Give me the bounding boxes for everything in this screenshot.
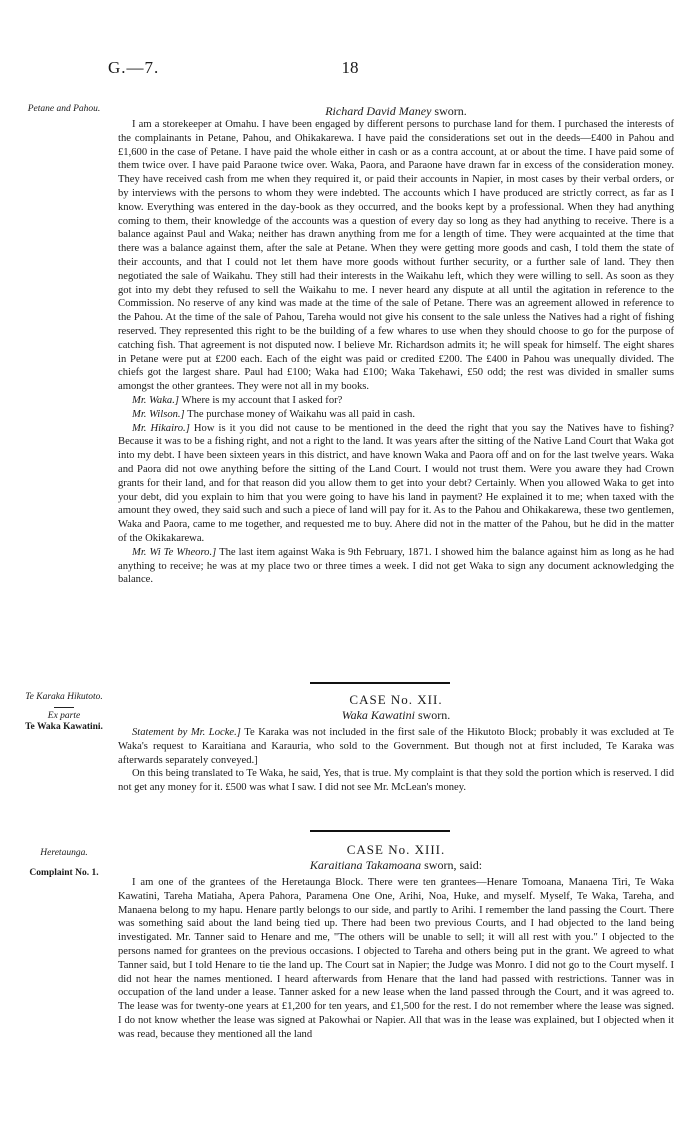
- testimony-paragraph: On this being translated to Te Waka, he said, Yes, that is true. My complaint is that they sold the portion which is reserved. I did not get any money for it. £500 was what I saw. I did not see Mr. McLean's money.: [118, 768, 674, 794]
- section-divider: [310, 830, 450, 832]
- statement-paragraph: Statement by Mr. Locke.] Te Karaka was not included in the first sale of the Hikutoto Block; probably it was excluded at Te Waka's request to Karaitiana and Karauria, who sold to the Government. But though not at first included, Te Karaka was afterwards separately conveyed.]: [118, 727, 674, 766]
- question-wilson: Mr. Wilson.] The purchase money of Waikahu was all paid in cash.: [132, 408, 415, 420]
- section-maney: [118, 104, 674, 587]
- margin-note-complaint: Complaint No. 1.: [29, 868, 99, 878]
- series-label: G.—7.: [108, 58, 160, 77]
- section-case-xiii: [118, 842, 674, 1042]
- margin-exparte: Ex parte: [47, 711, 81, 721]
- case-heading: CASE No. XII.: [349, 692, 443, 707]
- witness-heading: Richard David Maney sworn.: [325, 104, 467, 118]
- margin-note-petane: Petane and Pahou.: [27, 104, 101, 114]
- witness-heading: Waka Kawatini sworn.: [341, 708, 451, 722]
- margin-divider: [54, 707, 74, 708]
- page-header: [0, 58, 700, 84]
- section-case-xii: [118, 692, 674, 795]
- margin-te-waka: Te Waka Kawatini.: [25, 722, 103, 732]
- margin-note-karaka: Te Karaka Hikutoto. Ex parte Te Waka Kawatini.: [25, 692, 103, 732]
- page-number: 18: [341, 58, 359, 77]
- case-heading: CASE No. XIII.: [346, 842, 446, 857]
- witness-heading: Karaitiana Takamoana sworn, said:: [309, 858, 483, 872]
- testimony-paragraph: I am one of the grantees of the Heretaunga Block. There were ten grantees—Henare Tomoana, Manaena Tiri, Te Waka Kawatini, Tareha Matiaha, Apera Pahora, Paramena One One, Arihi, Noa, Huke, and myself. Myself, Te Waka, Tareha, and Manaena belong to my hapu. Henare partly belongs to our side, and partly to Arihi. I remember the land passing the Court. There was something said about the land being tied up. There had been two previous Courts, and I had objected to the land being investigated. Mr. Tanner said to Henare and me, "The others will be unable to sell; it will all rest with you." I objected to the persons named for grantees on the previous occasions. I objected to Tareha and others being put in the grant. We agreed to what Tanner said, but I told Henare to tie the land up. The Court sat in Napier; the Judge was Monro. I did not go to the Court myself. I did not hear the names mentioned. I heard afterwards from Henare that the land had passed with restrictions. Tanner was in occupation of the land under a lease. Tanner asked for a new lease when the land passed through the Court, and it was agreed to. The lease was for twenty-one years at £1,200 for ten years, and £1,500 for the rest. I do not remember where the lease was signed. I do not know whether the lease was signed at Pakowhai or Napier. All that was in the lease was explained, but I objected when it was read, because they mentioned all the land: [118, 877, 674, 1040]
- question-waka: Mr. Waka.] Where is my account that I asked for?: [132, 394, 343, 406]
- question-hikairo: Mr. Hikairo.] How is it you did not cause to be mentioned in the deed the right that you say the Natives have to fishing? Because it was to be a fishing right, and not a right to the land. It was years after the sitting of the Native Land Court that Waka got into my debt. I have been sixteen years in this district, and have known Waka and Paora off and on for the last twelve years. Waka and Paora did not owe anything before the sitting of the Land Court. I would not trust them. Were you aware they had Crown grants for their land, and for that reason did you allow them to get into your debt? Certainly. When you allowed Waka to get into your debt, did you explain to him that you were going to have his land in payment? He explained it to me; when taxed with the amount they owed, they said such and such a piece of land will pay for it. As to the Pahou and Ohikakarewa, these two gentlemen, Waka and Paora, came to me together, and requested me to buy. Ahere did not in the matter of the Pahou, but he did in the matter of the Okikakarewa.: [118, 422, 674, 544]
- section-divider: [310, 682, 450, 684]
- margin-note-heretaunga: Heretaunga.: [40, 848, 88, 858]
- question-wheoro: Mr. Wi Te Wheoro.] The last item against Waka is 9th February, 1871. I showed him the balance against him as long as he had anything to receive; he was at my place two or three times a week. I did not get Waka to sign any document acknowledging the balance.: [118, 546, 674, 586]
- testimony-paragraph: I am a storekeeper at Omahu. I have been engaged by different persons to purchase land for them. I purchased the interests of the complainants in Petane, Pahou, and Ohikakarewa. I have paid the considerations set out in the deeds—£400 in Pahou and £1,600 in the case of Petane. I have paid the whole either in cash or as a contra account, at or about the time. I have paid some of them twice over. I have paid Paraone twice over. Waka, Paora, and Paraone have drawn far in excess of the consideration money. They have received cash from me when they required it, or paid their accounts in Napier, in most cases by their verbal orders, or by interviews with the persons to whom they were indebted. The accounts which I have produced are strictly correct, as far as I know. Everything was entered in the day-book as they occurred, and the books kept by a professional. When they had anything coming to them, their knowledge of the accounts was a question of every day so long as they had anything to receive. There is a balance against Paul and Waka; neither has drawn anything from me for a length of time. They were acquainted at the time that there was a balance against them, after the sale at Petane. When they were getting more goods and cash, I told them the state of their accounts, and that I could not let them have more goods without further security, or a further sale of land. They then negotiated the sale of Waikahu. They still had their interests in the Waikahu left, which they were willing to sell. As soon as they got into my debt they refused to sell the Waikahu to me. I never heard any dispute at all until the agitation in reference to the Commission. No reserve of any kind was made at the time of the sale of Petane. There was an agreement allowed in reference to the Pahou. At the time of the sale of Pahou, Tareha would not give his consent to the sale unless the Natives had a right of fishing reserved. They represented this right to be the building of a few whares to use when they should choose to go for the purpose of catching fish. That agreement is not disputed now. I believe Mr. Richardson admits it; he will speak for himself. The eight shares in Petane were put at £200 each. Each of the eight was paid or credited £200. The £400 in Pahou was unequally divided. The chiefs got the largest share. Paul had £100; Waka had £100; Waka Takehawi, £50 odd; the rest was divided in smaller sums amongst the other grantees. They were not all in my books.: [118, 119, 674, 393]
